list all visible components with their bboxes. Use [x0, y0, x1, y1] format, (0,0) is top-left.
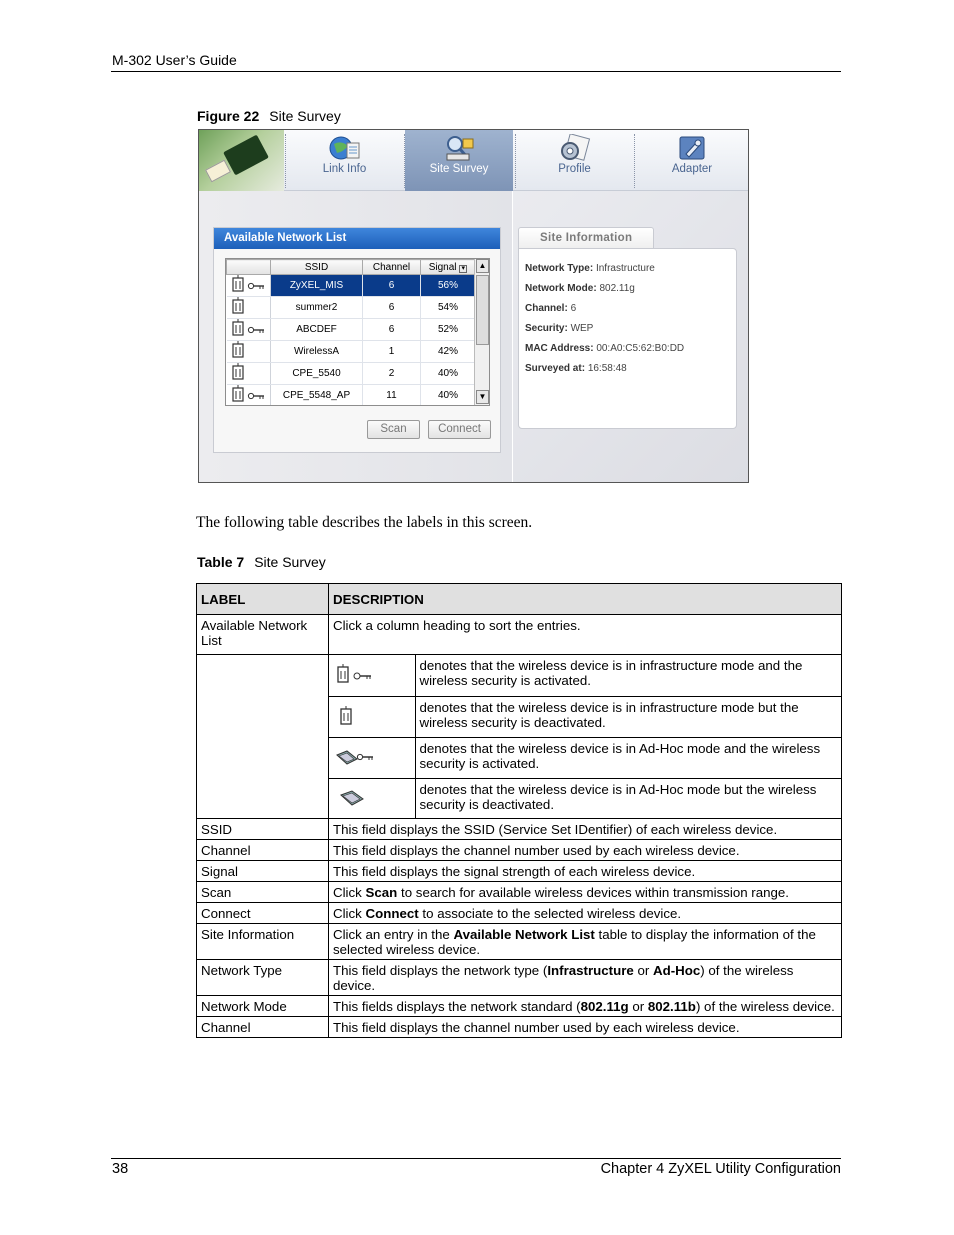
mac-key: MAC Address:	[525, 343, 594, 354]
network-mode-value: 802.11g	[599, 283, 635, 294]
legend-row	[329, 655, 841, 696]
tab-site-survey[interactable]	[405, 130, 513, 191]
desc-text: Click	[333, 906, 366, 921]
table-title: Site Survey	[254, 554, 326, 570]
row-description	[329, 903, 842, 924]
signal-column-header[interactable]	[421, 260, 476, 275]
network-row[interactable]	[227, 297, 476, 319]
icon-column-header	[227, 260, 271, 275]
desc-text: This field displays the network type (	[333, 963, 548, 978]
channel-cell: 2	[363, 363, 421, 385]
network-type-key: Network Type:	[525, 263, 594, 274]
scan-button[interactable]: Scan	[367, 420, 420, 439]
toolbar-separator	[285, 134, 286, 188]
network-table	[226, 259, 476, 406]
desc-bold: 802.11b	[647, 999, 696, 1014]
table-row	[197, 861, 842, 882]
list-scrollbar[interactable]	[474, 259, 489, 405]
infrastructure-secured-icon	[335, 663, 375, 685]
desc-bold: Ad-Hoc	[653, 963, 701, 978]
table-row	[197, 882, 842, 903]
figure-caption	[197, 108, 341, 124]
channel-cell: 6	[363, 319, 421, 341]
row-label: Connect	[197, 903, 329, 924]
adhoc-secured-icon	[335, 746, 375, 768]
channel-cell: 1	[363, 341, 421, 363]
tab-label: Adapter	[671, 163, 713, 175]
tab-adapter[interactable]	[636, 130, 748, 191]
network-row[interactable]	[227, 341, 476, 363]
row-description: Click a column heading to sort the entries.	[329, 615, 842, 655]
desc-text: to associate to the selected wireless device.	[418, 906, 682, 921]
row-description: This field displays the channel number used by each wireless device.	[329, 1017, 842, 1038]
surveyed-key: Surveyed at:	[525, 363, 586, 374]
legend-row	[329, 778, 841, 818]
desc-bold: Available Network List	[453, 927, 595, 942]
infrastructure-unsecured-icon	[230, 341, 270, 359]
toolbar-separator	[634, 134, 635, 188]
site-information-tab: Site Information	[518, 227, 654, 249]
network-icon-cell	[227, 363, 271, 385]
table-row	[197, 1017, 842, 1038]
signal-cell: 52%	[421, 319, 476, 341]
adapter-icon	[676, 134, 708, 162]
ssid-cell: CPE_5548_AP	[271, 385, 363, 407]
table-row	[197, 840, 842, 861]
row-label-empty	[197, 655, 329, 819]
network-row[interactable]	[227, 385, 476, 407]
desc-bold: 802.11g	[580, 999, 629, 1014]
channel-cell: 6	[363, 297, 421, 319]
site-information-panel	[518, 248, 737, 429]
row-label: Network Type	[197, 960, 329, 996]
description-column-header: DESCRIPTION	[329, 584, 842, 615]
table-label: Table 7	[197, 554, 245, 570]
signal-cell: 42%	[421, 341, 476, 363]
legend-icon-cell	[329, 778, 415, 818]
panel-title: Available Network List	[214, 228, 500, 249]
network-mode-key: Network Mode:	[525, 283, 597, 294]
desc-bold: Connect	[365, 906, 419, 921]
security-key: Security:	[525, 323, 568, 334]
infrastructure-secured-icon	[230, 275, 270, 293]
legend-icon-cell	[329, 696, 415, 737]
infrastructure-unsecured-icon	[230, 363, 270, 381]
link-info-icon	[329, 134, 361, 162]
tab-label: Link Info	[322, 163, 367, 175]
row-description	[329, 924, 842, 960]
row-description: This field displays the signal strength of each wireless device.	[329, 861, 842, 882]
network-icon-cell	[227, 341, 271, 363]
tab-profile[interactable]	[517, 130, 632, 191]
card-label-graphic	[205, 160, 231, 183]
ssid-cell: summer2	[271, 297, 363, 319]
network-icon-cell	[227, 385, 271, 407]
figure-label: Figure 22	[197, 108, 260, 124]
running-header: M-302 User’s Guide	[112, 52, 237, 68]
header-rule	[111, 71, 841, 72]
desc-text: ) of the wireless device.	[333, 963, 794, 993]
label-column-header: LABEL	[197, 584, 329, 615]
network-list-grid	[225, 258, 490, 406]
signal-cell: 54%	[421, 297, 476, 319]
network-row[interactable]	[227, 363, 476, 385]
channel-column-header[interactable]: Channel	[363, 260, 421, 275]
tab-label: Profile	[558, 163, 591, 175]
row-description	[329, 960, 842, 996]
table-row	[197, 615, 842, 655]
channel-value: 6	[570, 303, 577, 314]
table-row	[197, 924, 842, 960]
signal-cell: 40%	[421, 363, 476, 385]
table-caption	[197, 554, 326, 570]
sort-arrow-icon: ▾	[459, 265, 467, 273]
row-label: Signal	[197, 861, 329, 882]
desc-bold: Infrastructure	[547, 963, 634, 978]
desc-bold: Scan	[365, 885, 398, 900]
ssid-cell: ZyXEL_MIS	[271, 275, 363, 297]
infrastructure-secured-icon	[230, 319, 270, 337]
footer-rule	[111, 1158, 841, 1159]
legend-row	[329, 737, 841, 778]
security-value: WEP	[570, 323, 594, 334]
network-icon-cell	[227, 319, 271, 341]
desc-text: Click	[333, 885, 366, 900]
profile-icon	[559, 134, 591, 162]
row-label: Site Information	[197, 924, 329, 960]
desc-text: ) of the wireless device.	[695, 999, 835, 1014]
ssid-cell: ABCDEF	[271, 319, 363, 341]
icon-legend-cell	[329, 655, 842, 819]
legend-icon-cell	[329, 655, 415, 696]
ssid-cell: WirelessA	[271, 341, 363, 363]
product-banner	[199, 130, 284, 191]
mac-value: 00:A0:C5:62:B0:DD	[596, 343, 685, 354]
desc-text: table to display the information of the selected wireless device.	[333, 927, 816, 957]
security-row	[525, 323, 593, 334]
connect-button[interactable]: Connect	[428, 420, 491, 439]
chapter-title: Chapter 4 ZyXEL Utility Configuration	[600, 1161, 841, 1177]
site-survey-icon	[443, 134, 475, 162]
signal-header-label: Signal	[428, 261, 457, 273]
desc-text: or	[633, 963, 653, 978]
row-description: This field displays the SSID (Service Set IDentifier) of each wireless device.	[329, 819, 842, 840]
table-header-row	[197, 584, 842, 615]
toolbar-separator	[515, 134, 516, 188]
network-icon-cell	[227, 275, 271, 297]
network-row[interactable]	[227, 275, 476, 297]
network-row[interactable]	[227, 319, 476, 341]
legend-description: denotes that the wireless device is in infrastructure mode but the wireless security is deactivated.	[415, 696, 841, 737]
legend-description: denotes that the wireless device is in Ad-Hoc mode but the wireless security is deactivated.	[415, 778, 841, 818]
network-mode-row	[525, 283, 635, 294]
table-row	[197, 996, 842, 1017]
desc-text: or	[628, 999, 648, 1014]
channel-cell: 11	[363, 385, 421, 407]
table-row	[197, 960, 842, 996]
desc-text: This fields displays the network standard (	[333, 999, 581, 1014]
network-type-row	[525, 263, 655, 274]
row-label: Channel	[197, 1017, 329, 1038]
tab-label: Site Survey	[429, 163, 489, 175]
legend-description: denotes that the wireless device is in Ad-Hoc mode and the wireless security is activated.	[415, 737, 841, 778]
scroll-thumb[interactable]	[476, 275, 489, 345]
table-row-icons	[197, 655, 842, 819]
mac-row	[525, 343, 684, 354]
channel-cell: 6	[363, 275, 421, 297]
row-label: SSID	[197, 819, 329, 840]
tab-link-info[interactable]	[287, 130, 402, 191]
desc-text: to search for available wireless devices within transmission range.	[397, 885, 790, 900]
channel-key: Channel:	[525, 303, 568, 314]
surveyed-value: 16:58:48	[587, 363, 627, 374]
available-network-list-panel	[213, 227, 501, 453]
utility-toolbar	[199, 130, 748, 191]
surveyed-row	[525, 363, 627, 374]
row-label: Channel	[197, 840, 329, 861]
page-number: 38	[112, 1161, 129, 1177]
network-icon-cell	[227, 297, 271, 319]
table-row	[197, 903, 842, 924]
row-description	[329, 882, 842, 903]
row-label: Scan	[197, 882, 329, 903]
signal-cell: 40%	[421, 385, 476, 407]
site-survey-screenshot	[198, 129, 749, 483]
scroll-up-arrow-icon[interactable]: ▲	[476, 259, 489, 273]
infrastructure-unsecured-icon	[230, 297, 270, 315]
row-description	[329, 996, 842, 1017]
table-row	[197, 819, 842, 840]
intro-paragraph: The following table describes the labels in this screen.	[196, 514, 533, 531]
ssid-column-header[interactable]: SSID	[271, 260, 363, 275]
legend-row	[329, 696, 841, 737]
table-header-row	[227, 260, 476, 275]
row-label: Network Mode	[197, 996, 329, 1017]
signal-cell: 56%	[421, 275, 476, 297]
infrastructure-secured-icon	[230, 385, 270, 403]
scroll-down-arrow-icon[interactable]: ▼	[476, 390, 489, 404]
adhoc-unsecured-icon	[335, 786, 375, 808]
row-description: This field displays the channel number used by each wireless device.	[329, 840, 842, 861]
ssid-cell: CPE_5540	[271, 363, 363, 385]
row-label: Available Network List	[197, 615, 329, 655]
infrastructure-unsecured-icon	[335, 705, 375, 727]
description-table	[196, 583, 842, 1038]
network-type-value: Infrastructure	[595, 263, 655, 274]
figure-title: Site Survey	[269, 108, 341, 124]
desc-text: Click an entry in the	[333, 927, 454, 942]
legend-description: denotes that the wireless device is in infrastructure mode and the wireless security is activated.	[415, 655, 841, 696]
icon-legend-table	[329, 655, 841, 818]
channel-row	[525, 303, 576, 314]
legend-icon-cell	[329, 737, 415, 778]
